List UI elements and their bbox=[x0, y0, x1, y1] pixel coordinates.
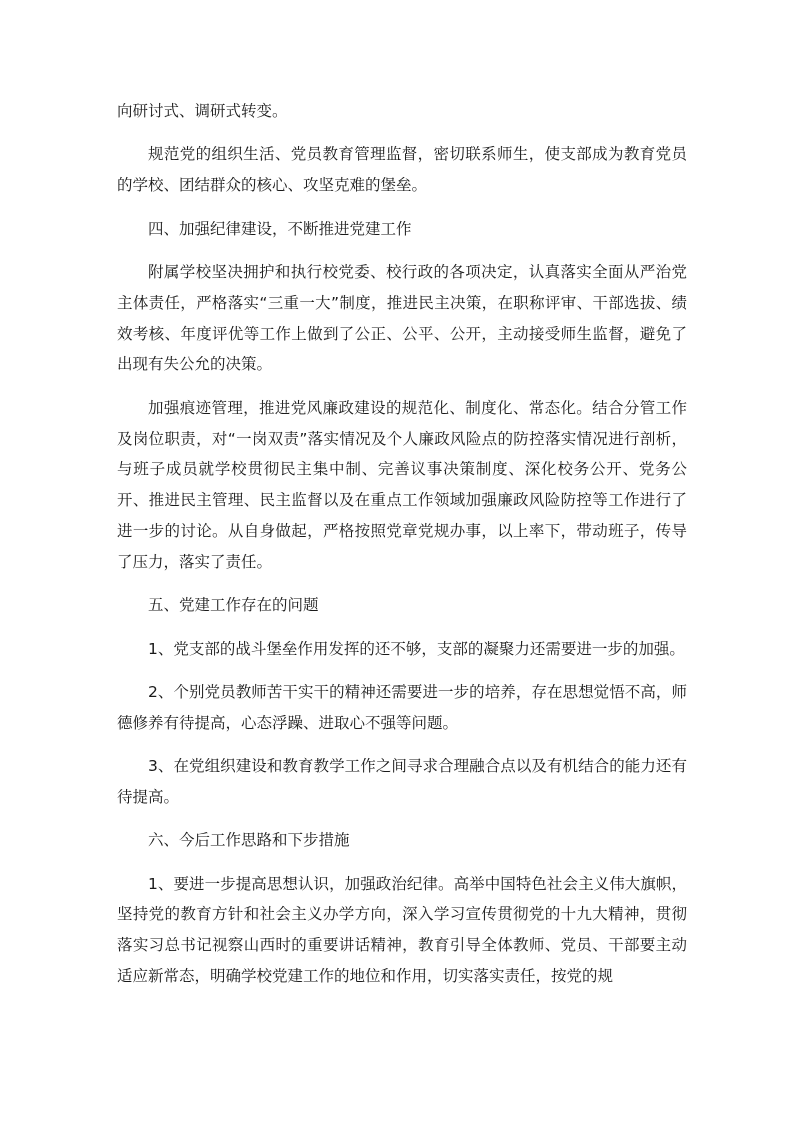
paragraph-continuation: 向研讨式、调研式转变。 bbox=[117, 102, 288, 120]
paragraph: 附属学校坚决拥护和执行校党委、校行政的各项决定，认真落实全面从严治党主体责任，严格落实“三重一大”制度，推进民主决策，在职称评审、干部选拔、绩效考核、年度评优等工作上做到了公正、公平、公开，主动接受师生监督，避免了出现有失公允的决策。 bbox=[117, 262, 687, 374]
section-heading-4: 四、加强纪律建设，不断推进党建工作 bbox=[148, 219, 412, 238]
list-item-1: 1、要进一步提高思想认识，加强政治纪律。高举中国特色社会主义伟大旗帜，坚持党的教育方针和社会主义办学方向，深入学习宣传贯彻党的十九大精神，贯彻落实习总书记视察山西时的重要讲话精神，教育引导全体教师、党员、干部要主动适应新常态，明确学校党建工作的地位和作用，切实落实责任，按党的规 bbox=[117, 874, 687, 986]
paragraph: 加强痕迹管理，推进党风廉政建设的规范化、制度化、常态化。结合分管工作及岗位职责，对“一岗双责”落实情况及个人廉政风险点的防控落实情况进行剖析，与班子成员就学校贯彻民主集中制、完善议事决策制度、深化校务公开、党务公开、推进民主管理、民主监督以及在重点工作领域加强廉政风险防控等工作进行了进一步的讨论。从自身做起，严格按照党章党规办事，以上率下，带动班子，传导了压力，落实了责任。 bbox=[117, 398, 687, 571]
paragraph: 规范党的组织生活、党员教育管理监督，密切联系师生，使支部成为教育党员的学校、团结群众的核心、攻坚克难的堡垒。 bbox=[117, 145, 687, 195]
list-item-1: 1、党支部的战斗堡垒作用发挥的还不够，支部的凝聚力还需要进一步的加强。 bbox=[148, 639, 685, 658]
section-heading-6: 六、今后工作思路和下步措施 bbox=[148, 831, 350, 850]
document-body bbox=[117, 96, 687, 1004]
section-heading-5: 五、党建工作存在的问题 bbox=[148, 596, 319, 615]
list-item-2: 2、个别党员教师苦干实干的精神还需要进一步的培养，存在思想觉悟不高，师德修养有待提高，心态浮躁、进取心不强等问题。 bbox=[117, 682, 687, 732]
list-item-3: 3、在党组织建设和教育教学工作之间寻求合理融合点以及有机结合的能力还有待提高。 bbox=[117, 757, 687, 806]
